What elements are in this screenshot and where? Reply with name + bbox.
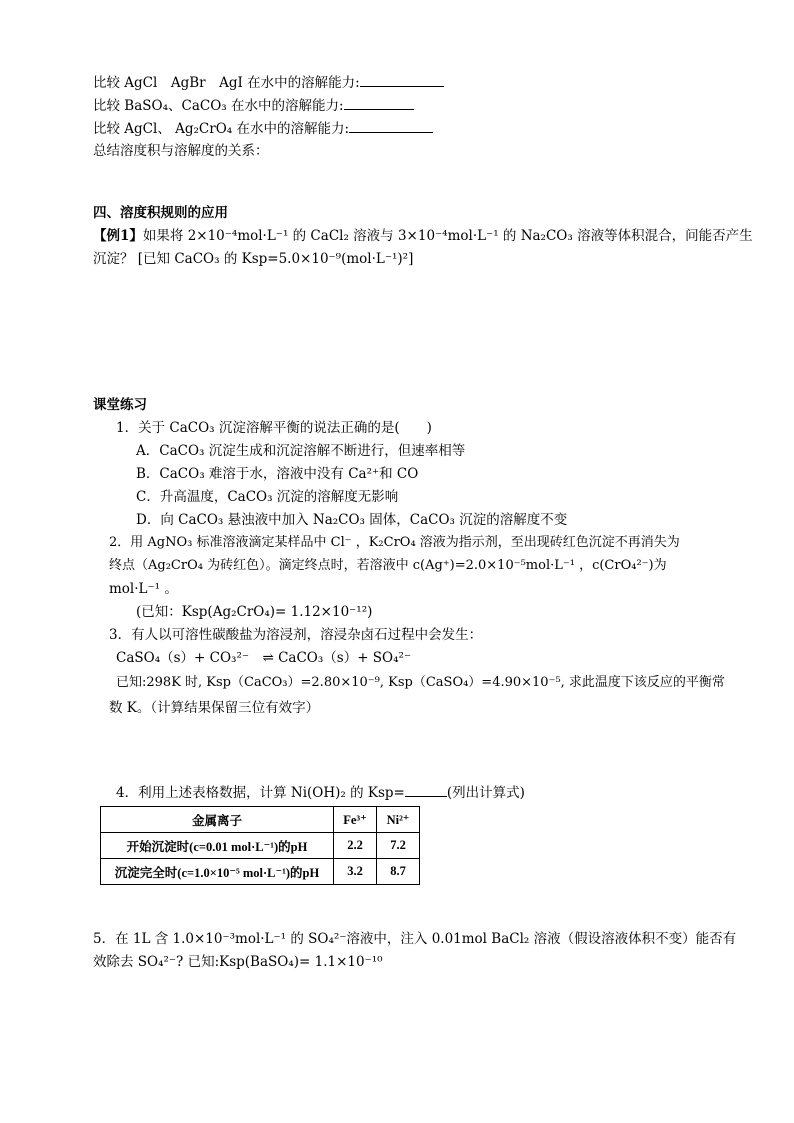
question-3-equation: CaSO₄（s）+ CO₃²⁻ ⇌ CaCO₃（s）+ SO₄²⁻ xyxy=(116,650,412,666)
table-row xyxy=(101,859,420,885)
compare-text-1: 比较 AgCl AgBr AgI 在水中的溶解能力: xyxy=(93,75,360,91)
table-header-row xyxy=(101,807,420,833)
table-cell: 开始沉淀时(c=0.01 mol·L⁻¹)的pH xyxy=(101,833,334,859)
table-cell: 2.2 xyxy=(334,833,377,859)
example-text-2: 沉淀？ [已知 CaCO₃ 的 Ksp=5.0×10⁻⁹(mol·L⁻¹)²] xyxy=(93,251,414,267)
question-4-text: 4．利用上述表格数据，计算 Ni(OH)₂ 的 Ksp= xyxy=(116,785,405,801)
question-4-suffix: (列出计算式) xyxy=(446,785,525,801)
answer-blank-4[interactable] xyxy=(405,782,447,797)
table-cell: 3.2 xyxy=(334,859,377,885)
compare-line-1 xyxy=(93,72,444,93)
answer-blank-3[interactable] xyxy=(349,118,433,133)
question-5-line-2: 效除去 SO₄²⁻? 已知:Ksp(BaSO₄)= 1.1×10⁻¹⁰ xyxy=(93,954,383,970)
table-cell: 7.2 xyxy=(377,833,420,859)
question-3-line-1: 3．有人以可溶性碳酸盐为溶浸剂，溶浸杂卤石过程中会发生： xyxy=(109,627,483,643)
compare-text-3: 比较 AgCl、 Ag₂CrO₄ 在水中的溶解能力: xyxy=(93,121,350,137)
question-2-line-1: 2．用 AgNO₃ 标准溶液滴定某样品中 Cl⁻ ，K₂CrO₄ 溶液为指示剂，至出现砖红色沉淀不再消失为 xyxy=(109,535,680,550)
compare-line-3 xyxy=(93,118,433,139)
question-2-line-3: mol·L⁻¹ 。 xyxy=(109,581,178,597)
question-1-option-c: C．升高温度，CaCO₃ 沉淀的溶解度无影响 xyxy=(136,489,399,505)
question-3-line-3: 数 K。（计算结果保留三位有效字） xyxy=(109,700,320,716)
answer-blank-1[interactable] xyxy=(360,72,444,87)
table-header: Ni²⁺ xyxy=(377,807,420,833)
example-line-1 xyxy=(93,226,753,246)
example-tag: 【例1】 xyxy=(93,228,143,244)
question-1-option-b: B．CaCO₃ 难溶于水，溶液中没有 Ca²⁺和 CO xyxy=(136,466,419,482)
question-1-option-a: A．CaCO₃ 沉淀生成和沉淀溶解不断进行，但速率相等 xyxy=(136,443,466,459)
question-3-line-2: 已知:298K 时, Ksp（CaCO₃）=2.80×10⁻⁹, Ksp（CaSO₄）=4.90×10⁻⁵, 求此温度下该反应的平衡常 xyxy=(116,675,725,690)
table-cell: 沉淀完全时(c=1.0×10⁻⁵ mol·L⁻¹)的pH xyxy=(101,859,334,885)
ph-table xyxy=(100,806,420,885)
table-header: 金属离子 xyxy=(101,807,334,833)
table-row xyxy=(101,833,420,859)
question-1: 1．关于 CaCO₃ 沉淀溶解平衡的说法正确的是( ) xyxy=(116,420,432,436)
summary-prompt: 总结溶度积与溶解度的关系： xyxy=(93,143,269,159)
question-5-line-1: 5．在 1L 含 1.0×10⁻³mol·L⁻¹ 的 SO₄²⁻溶液中，注入 0.01mol BaCl₂ 溶液（假设溶液体积不变）能否有 xyxy=(93,931,737,947)
example-text-1: 如果将 2×10⁻⁴mol·L⁻¹ 的 CaCl₂ 溶液与 3×10⁻⁴mol·L⁻¹ 的 Na₂CO₃ 溶液等体积混合，问能否产生 xyxy=(142,228,753,244)
compare-line-2 xyxy=(93,95,414,116)
question-2-known: (已知：Ksp(Ag₂CrO₄)= 1.12×10⁻¹²) xyxy=(136,604,373,620)
question-4 xyxy=(116,782,525,803)
answer-blank-2[interactable] xyxy=(344,95,414,110)
table-header: Fe³⁺ xyxy=(334,807,377,833)
table-cell: 8.7 xyxy=(377,859,420,885)
practice-heading: 课堂练习 xyxy=(93,397,147,413)
compare-text-2: 比较 BaSO₄、CaCO₃ 在水中的溶解能力: xyxy=(93,98,344,114)
question-2-line-2: 终点（Ag₂CrO₄ 为砖红色）。滴定终点时，若溶液中 c(Ag⁺)=2.0×10⁻⁵mol·L⁻¹ ，c(CrO₄²⁻)为 xyxy=(109,558,667,573)
section-heading: 四、溶度积规则的应用 xyxy=(93,205,228,221)
question-1-option-d: D．向 CaCO₃ 悬浊液中加入 Na₂CO₃ 固体，CaCO₃ 沉淀的溶解度不变 xyxy=(136,512,568,528)
